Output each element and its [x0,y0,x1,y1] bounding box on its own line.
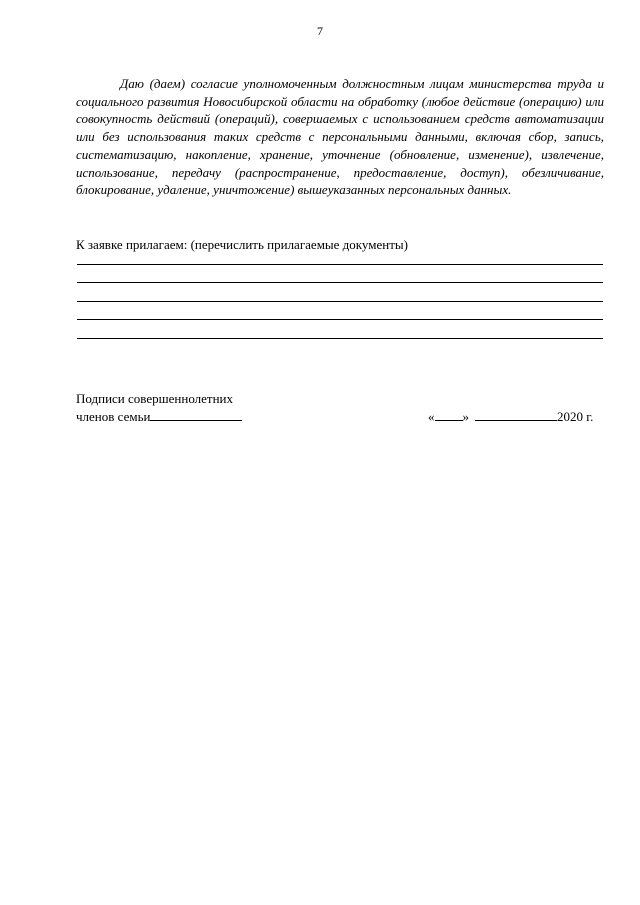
consent-paragraph: Даю (даем) согласие уполномоченным должностным лицам министерства труда и социального развития Новосибирской области на обработку (любое действие (операцию) или совокупность действий (операций), совершаемых с использованием средств автоматизации или без использования таких средств с персональными данными, включая сбор, запись, систематизацию, накопление, хранение, уточнение (обновление, изменение), извлечение, использование, передачу (распространение, предоставление, доступ), обезличивание, блокирование, удаление, уничтожение) вышеуказанных персональных данных. [76,76,604,198]
signature-label-line1: Подписи совершеннолетних [76,391,233,406]
date-month-field[interactable] [475,408,557,421]
date-close-quote: » [462,409,469,424]
date-day-field[interactable] [435,408,463,421]
date-year: 2020 г. [557,409,594,424]
blank-line[interactable] [77,319,603,320]
attachments-label: К заявке прилагаем: (перечислить прилагаемые документы) [76,237,408,252]
blank-line[interactable] [77,282,603,283]
signature-field[interactable] [150,408,242,421]
blank-line[interactable] [77,301,603,302]
date-open-quote: « [428,409,435,424]
attachments-blank-lines [77,264,603,356]
page-number: 7 [317,24,323,38]
signature-block [76,390,242,426]
signature-label-line2: членов семьи [76,409,151,424]
date-block [428,408,593,426]
blank-line[interactable] [77,264,603,265]
signature-label-line2-row [76,408,242,426]
blank-line[interactable] [77,338,603,339]
